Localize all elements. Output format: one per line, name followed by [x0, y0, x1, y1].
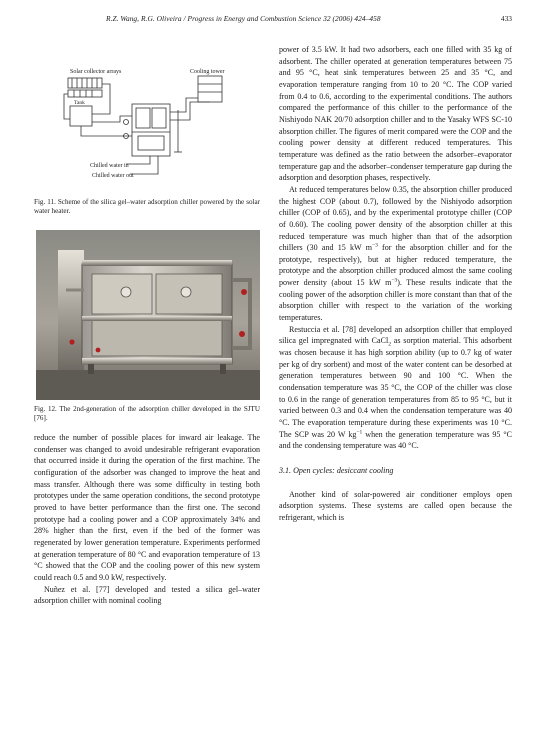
left-column: [34, 432, 260, 607]
right-paragraph-4: Another kind of solar-powered air conditioner employs open adsorption systems. These systems are called open because the refrigerant, which is: [279, 489, 512, 522]
label-solar-collector-arrays: Solar collector arrays: [70, 69, 122, 75]
right-paragraph-2: At reduced temperatures below 0.35, the absorption chiller produced the highest COP (about 0.7), followed by the Nishiyodo adsorption chiller (COP of 0.65), and by the experimental prototype chiller (COP of 0.60). The cooling power density of the absorption chiller at this reduced temperature was much higher than that of the adsorption chillers (30 and 15 kW $m^{-3}$ for the absorption chiller and for the prototype, respectively), but at higher reduced temperature, the prototype and the absorption chiller produced almost the same cooling power density (about 15 kW $m^{-3}$). These results indicate that the cooling power of the adsorption chiller is more constant than that of the absorption chiller with respect to the variation of the working temperatures.: [279, 184, 513, 323]
section-heading: 3.1. Open cycles: desiccant cooling: [279, 465, 394, 475]
chiller-photograph: [36, 230, 260, 400]
page-number: 433: [500, 14, 512, 23]
figure-11-caption: Fig. 11. Scheme of the silica gel–water adsorption chiller powered by the solar water heater.: [34, 198, 260, 216]
left-paragraph-1: reduce the number of possible places for inward air leakage. The condenser was changed to avoid undesirable refrigerant evaporation that occurred inside it during the operation of the first machine. The configuration of the adsorber was changed to improve the heat and mass transfer. Although there was some difficulty in testing both prototypes under the same operation conditions, the second prototype proved to have better performance than the first one. The second prototype had a cooling power and a COP approximately 34% and 28% higher than the first, even if the bed of the former was regenerated by lower generation temperature. Experiments performed at generation temperature of 80 °C and evaporation temperature of 13 °C showed that the COP and the cooling power of this new system could reach 0.5 and 9.0 kW, respectively.: [34, 433, 260, 582]
figure-12-photo: [36, 230, 260, 400]
label-chilled-water-in: Chilled water in: [90, 163, 129, 169]
right-paragraph-1: power of 3.5 kW. It had two adsorbers, each one filled with 35 kg of adsorbent. The chiller operated at generation temperatures between 75 and 95 °C, heat sink temperatures between 25 and 35 °C, and evaporation temperature ranging from 10 to 20 °C. The COP varied from 0.4 to 0.6, according to the experimental conditions. The authors compared the performance of this chiller to the performance of the Nishiyodo NAK 20/70 adsorption chiller and to the Yasaky WFS SC-10 absorption chiller. The figures of merit compared were the COP and the cooling power density at different reduced temperatures. This temperature was defined as the ratio between the adsorber–evaporator temperature gap and the adsorber–condenser temperature gap during the adsorption and desorption phases, respectively.: [279, 45, 512, 183]
running-header: [34, 14, 512, 28]
running-title: R.Z. Wang, R.G. Oliveira / Progress in Energy and Combustion Science 32 (2006) 424–458: [106, 14, 381, 23]
label-chilled-water-out: Chilled water out: [92, 173, 134, 179]
figure-12-caption: Fig. 12. The 2nd-generation of the adsorption chiller developed in the SJTU [76].: [34, 405, 260, 423]
solar-collector-panel-2: [68, 90, 102, 97]
left-paragraph-2: Nuñez et al. [77] developed and tested a silica gel–water adsorption chiller with nominal cooling: [34, 584, 260, 606]
cooling-tower-box: [198, 76, 222, 102]
tank-box: [70, 106, 92, 126]
schematic-drawing: [60, 64, 260, 184]
right-column: [279, 44, 512, 524]
label-tank: Tank: [74, 100, 85, 106]
label-cooling-tower: Cooling tower: [190, 69, 225, 75]
right-paragraph-3: Restuccia et al. [78] developed an adsorption chiller that employed silica gel impregnated with CaCl$_2$ as sorption material. This adsorbent was chosen because it has high sorption ability (up to 0.7 kg of water per kg of dry sorbent) and most of the water content can be desorbed at generation temperatures between 90 and 100 °C. When the condensation temperature was 35 °C, the COP of the chiller was close to 0.6 in the range of generation temperatures from 85 to 95 °C, but it varied between 0.3 and 0.4 when the condensation temperature was 40 °C. The evaporation temperature during these experiments was 10 °C. The SCP was 20 W $kg^{-1}$ when the generation temperature was 95 °C and the condensing temperature was 40 °C.: [279, 324, 512, 451]
figure-11-schematic: [60, 64, 260, 184]
